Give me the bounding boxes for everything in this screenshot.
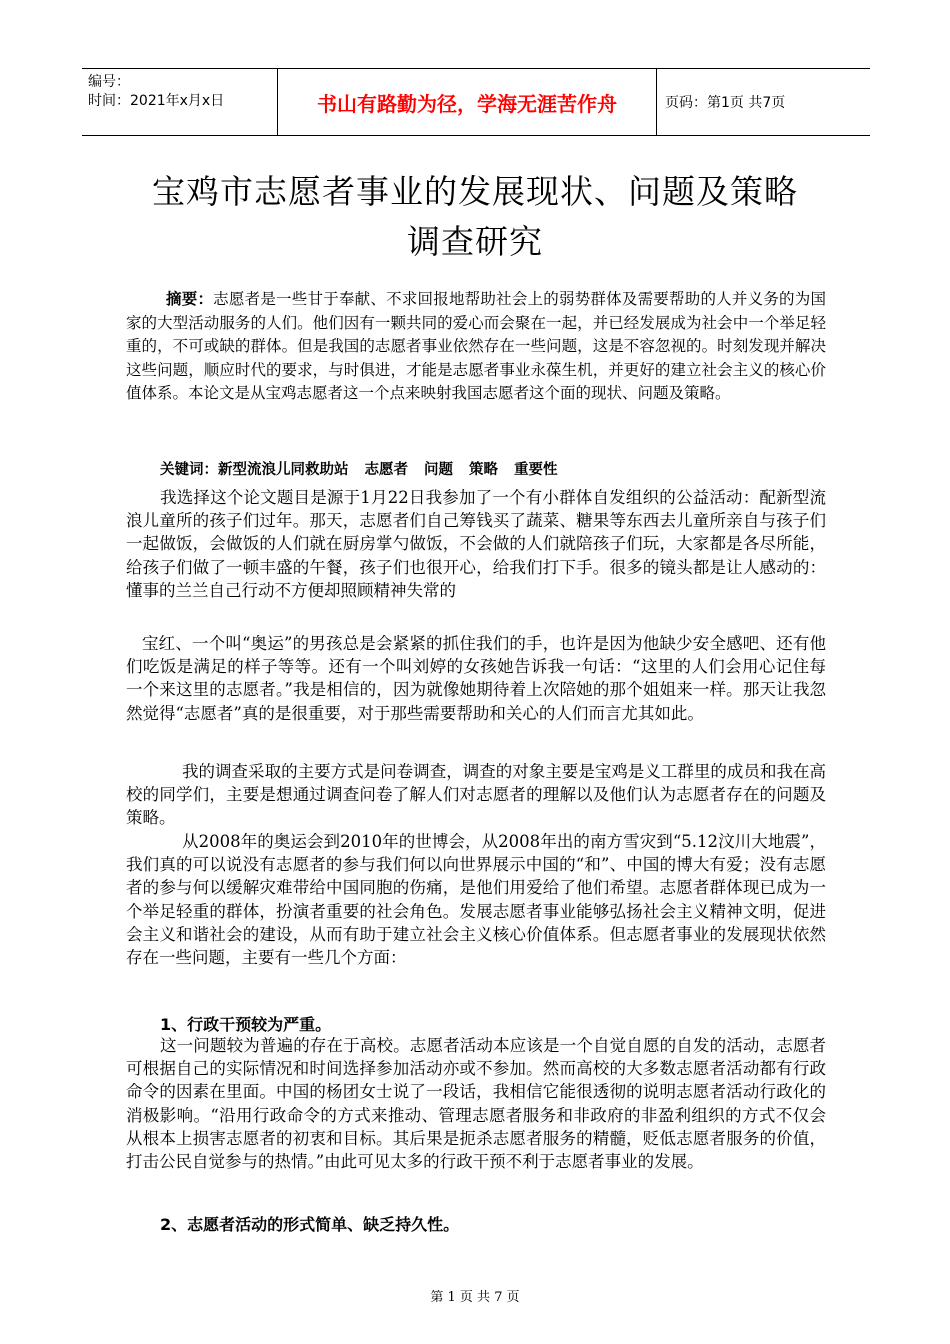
section-heading-1: 1、行政干预较为严重。: [160, 1015, 332, 1034]
section-heading-2: 2、志愿者活动的形式简单、缺乏持久性。: [160, 1215, 460, 1234]
abstract-text: 志愿者是一些甘于奉献、不求回报地帮助社会上的弱势群体及需要帮助的人并义务的为国家的大型活动服务的人们。他们因有一颗共同的爱心而会聚在一起，并已经发展成为社会中一个举足轻重的，不可或缺的群体。但是我国的志愿者事业依然存在一些问题，这是不容忽视的。时刻发现并解决这些问题，顺应时代的要求，与时俱进，才能是志愿者事业永葆生机，并更好的建立社会主义的核心价值体系。本论文是从宝鸡志愿者这一个点来映射我国志愿者这个面的现状、问题及策略。: [126, 290, 826, 403]
keywords: [160, 458, 574, 479]
keyword-item: 重要性: [514, 462, 558, 478]
keyword-item: 策略: [469, 462, 498, 478]
keyword-item: 志愿者: [364, 462, 408, 478]
body-paragraph-4: 从2008年的奥运会到2010年的世博会，从2008年出的南方雪灾到“5.12汶川大地震”，我们真的可以说没有志愿者的参与我们何以向世界展示中国的“和”、中国的博大有爱；没有志愿者的参与何以缓解灾难带给中国同胞的伤痛，是他们用爱给了他们希望。志愿者群体现已成为一个举足轻重的群体，扮演者重要的社会角色。发展志愿者事业能够弘扬社会主义精神文明，促进会主义和谐社会的建设，从而有助于建立社会主义核心价值体系。但志愿者事业的发展现状依然存在一些问题，主要有一些几个方面：: [126, 832, 826, 968]
header-motto: 书山有路勤为径，学海无涯苦作舟: [278, 69, 657, 135]
header-page-info: 页码：第1页 共7页: [665, 95, 786, 111]
body-paragraph-3: 我的调查采取的主要方式是问卷调查，调查的对象主要是宝鸡是义工群里的成员和我在高校的同学们，主要是想通过调查问卷了解人们对志愿者的理解以及他们认为志愿者存在的问题及策略。: [126, 762, 826, 828]
abstract: [126, 288, 826, 406]
header-table: [82, 68, 870, 136]
keywords-label: 关键词：: [160, 462, 218, 478]
title-line-1: 宝鸡市志愿者事业的发展现状、问题及策略: [152, 172, 798, 211]
body-paragraph-5: 这一问题较为普遍的存在于高校。志愿者活动本应该是一个自觉自愿的自发的活动，志愿者可根据自己的实际情况和时间选择参加活动亦或不参加。然而高校的大多数志愿者活动都有行政命令的因素在里面。中国的杨团女士说了一段话，我相信它能很透彻的说明志愿者活动行政化的消极影响。“沿用行政命令的方式来推动、管理志愿者服务和非政府的非盈利组织的方式不仅会从根本上损害志愿者的初衷和目标。其后果是扼杀志愿者服务的精髓，贬低志愿者服务的价值，打击公民自觉参与的热情。”由此可见太多的行政干预不利于志愿者事业的发展。: [126, 1036, 826, 1172]
title-line-2: 调查研究: [407, 222, 543, 261]
date-label: 时间：2021年x月x日: [88, 93, 225, 109]
header-meta: [82, 69, 278, 135]
keyword-item: 问题: [424, 462, 453, 478]
number-label: 编号：: [88, 74, 130, 90]
abstract-label: 摘要：: [166, 290, 214, 308]
body-paragraph-1: 我选择这个论文题目是源于1月22日我参加了一个有小群体自发组织的公益活动：配新型流浪儿童所的孩子们过年。那天，志愿者们自己筹钱买了蔬菜、糖果等东西去儿童所亲自与孩子们一起做饭，会做饭的人们就在厨房掌勺做饭，不会做的人们就陪孩子们玩，大家都是各尽所能，给孩子们做了一顿丰盛的午餐，孩子们也很开心，给我们打下手。很多的镜头都是让人感动的：懂事的兰兰自己行动不方便却照顾精神失常的: [126, 488, 826, 600]
body-paragraph-2: 宝红、一个叫“奥运”的男孩总是会紧紧的抓住我们的手，也许是因为他缺少安全感吧、还有他们吃饭是满足的样子等等。还有一个叫刘婷的女孩她告诉我一句话：“这里的人们会用心记住每一个来这里的志愿者。”我是相信的，因为就像她期待着上次陪她的那个姐姐来一样。那天让我忽然觉得“志愿者”真的是很重要，对于那些需要帮助和关心的人们而言尤其如此。: [126, 634, 826, 723]
page-footer: 第 1 页 共 7 页: [430, 1290, 520, 1305]
keyword-item: 新型流浪儿同救助站: [218, 462, 349, 478]
